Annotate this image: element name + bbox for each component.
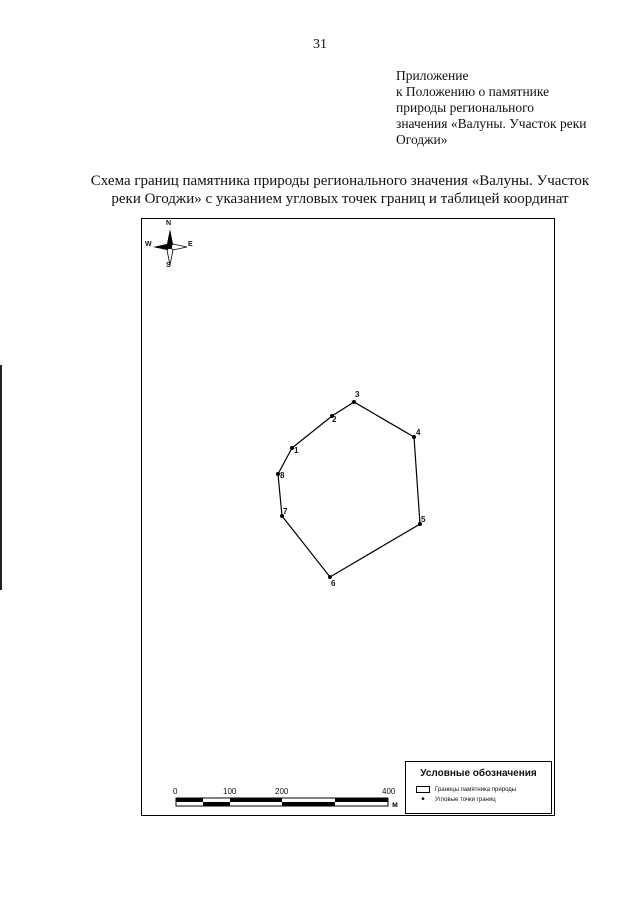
boundary-swatch-icon bbox=[416, 786, 430, 793]
boundary-point-label: 3 bbox=[355, 390, 360, 399]
boundary-point-label: 1 bbox=[294, 446, 299, 455]
scale-tick-label: 400 bbox=[382, 787, 396, 796]
boundary-point-label: 7 bbox=[283, 507, 288, 516]
compass-west-label: W bbox=[145, 241, 152, 248]
appendix-line: значения «Валуны. Участок реки bbox=[396, 116, 587, 131]
scale-bar bbox=[176, 798, 388, 806]
title-line-1: Схема границ памятника природы регионального значения «Валуны. Участок bbox=[90, 173, 590, 189]
appendix-line: Приложение bbox=[396, 68, 469, 83]
scale-bar-segment bbox=[176, 798, 203, 802]
boundary-point-label: 8 bbox=[280, 471, 285, 480]
scale-bar-segment bbox=[230, 798, 282, 802]
scale-tick-label: 100 bbox=[223, 787, 237, 796]
legend-points-label: Угловые точки границ bbox=[435, 797, 496, 803]
legend-row-boundary bbox=[416, 786, 516, 793]
scale-bar-segment bbox=[282, 802, 335, 806]
boundary-point-label: 2 bbox=[332, 415, 337, 424]
boundary-points bbox=[276, 400, 422, 579]
compass-north-label: N bbox=[166, 220, 172, 227]
boundary-polygon bbox=[278, 402, 420, 577]
scale-tick-label: 0 bbox=[173, 787, 178, 796]
page-number: 31 bbox=[313, 37, 327, 52]
scale-unit-label: м bbox=[392, 800, 398, 809]
boundary-point-label: 4 bbox=[416, 428, 421, 437]
boundary-point-marker bbox=[352, 400, 356, 404]
appendix-line: природы регионального bbox=[396, 100, 535, 115]
appendix-line: Огоджи» bbox=[396, 132, 448, 147]
point-swatch-icon: • bbox=[421, 794, 425, 805]
legend-boundary-label: Границы памятника природы bbox=[435, 786, 517, 793]
scale-bar-segment bbox=[203, 802, 230, 806]
scale-bar-segment bbox=[335, 798, 388, 802]
boundary-point-label: 6 bbox=[331, 579, 336, 588]
legend-title: Условные обозначения bbox=[420, 768, 537, 779]
boundary-point-label: 5 bbox=[421, 515, 426, 524]
scale-tick-label: 200 bbox=[275, 787, 289, 796]
appendix-line: к Положению о памятнике bbox=[396, 84, 550, 99]
legend-row-points bbox=[416, 794, 496, 805]
compass-south-label: S bbox=[166, 262, 171, 269]
compass-east-label: E bbox=[188, 241, 193, 248]
title-line-2: реки Огоджи» с указанием угловых точек границ и таблицей координат bbox=[111, 191, 569, 207]
map-legend bbox=[405, 761, 552, 814]
